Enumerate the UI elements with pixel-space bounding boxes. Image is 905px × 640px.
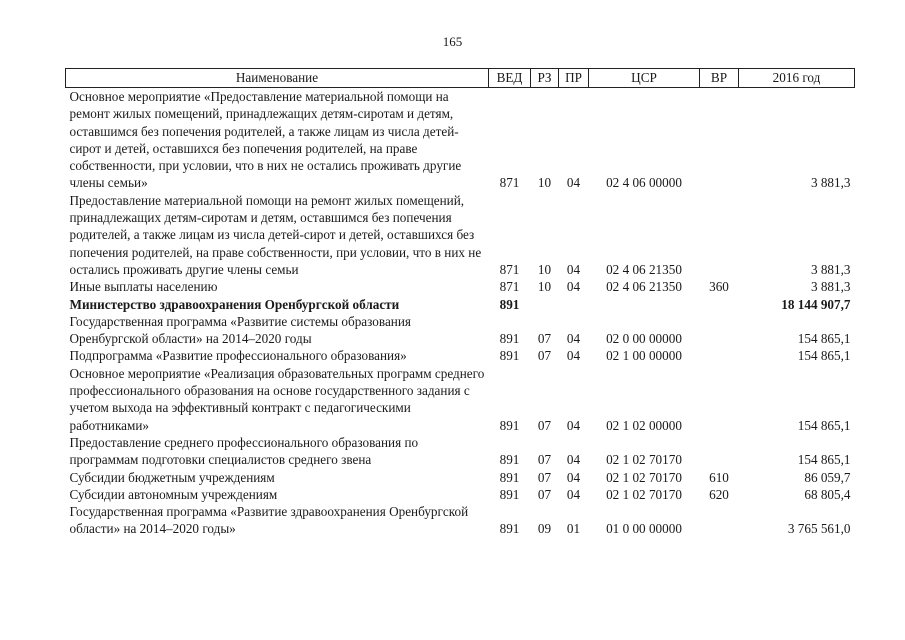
row-csr: 02 1 02 00000 bbox=[606, 417, 682, 433]
row-pr: 04 bbox=[566, 279, 581, 295]
row-vr: 620 bbox=[709, 486, 729, 502]
header-vr: ВР bbox=[700, 69, 739, 88]
row-csr: 02 4 06 21350 bbox=[606, 279, 682, 295]
header-row bbox=[66, 69, 855, 88]
row-csr: 01 0 00 00000 bbox=[606, 521, 682, 537]
row-rz: 07 bbox=[537, 417, 552, 433]
row-name: Основное мероприятие «Предоставление материальной помощи на ремонт жилых помещений, принадлежащих детям-сиротам и детям, оставшимся без попечения родителей, а также лицам из числа детей-сирот и детей, оставшихся без попечения родителей, на праве собственности, при условии, что в них не остались проживать другие члены семьи» bbox=[69, 89, 462, 191]
row-vr bbox=[700, 313, 739, 348]
header-year: 2016 год bbox=[739, 69, 855, 88]
row-vr bbox=[700, 296, 739, 313]
row-rz: 07 bbox=[537, 348, 552, 364]
row-amount: 3 881,3 bbox=[810, 279, 851, 295]
row-amount: 154 865,1 bbox=[797, 452, 851, 468]
row-csr: 02 1 02 70170 bbox=[606, 452, 682, 468]
row-rz: 07 bbox=[537, 452, 552, 468]
row-amount: 18 144 907,7 bbox=[781, 296, 851, 312]
header-ved: ВЕД bbox=[489, 69, 531, 88]
table-row bbox=[66, 486, 855, 503]
row-ved: 891 bbox=[499, 452, 520, 468]
row-name: Предоставление среднего профессионального образования по программам подготовки специалистов среднего звена bbox=[69, 434, 419, 468]
row-name: Подпрограмма «Развитие профессионального образования» bbox=[69, 348, 407, 364]
row-rz: 10 bbox=[537, 279, 552, 295]
row-pr: 04 bbox=[566, 452, 581, 468]
table-row bbox=[66, 192, 855, 278]
row-ved: 891 bbox=[499, 486, 520, 502]
row-name: Государственная программа «Развитие системы образования Оренбургской области» на 2014–2020 годы bbox=[69, 313, 411, 347]
row-pr: 04 bbox=[566, 261, 581, 277]
row-amount: 154 865,1 bbox=[797, 331, 851, 347]
row-rz: 07 bbox=[537, 486, 552, 502]
row-ved: 871 bbox=[499, 279, 520, 295]
table-row bbox=[66, 503, 855, 538]
row-name: Государственная программа «Развитие здравоохранения Оренбургской области» на 2014–2020 годы» bbox=[69, 504, 469, 537]
row-ved: 891 bbox=[499, 348, 520, 364]
row-ved: 891 bbox=[499, 331, 520, 347]
row-pr: 04 bbox=[566, 486, 581, 502]
table-row bbox=[66, 365, 855, 434]
row-rz: 07 bbox=[537, 469, 552, 485]
row-name: Субсидии автономным учреждениям bbox=[69, 486, 278, 502]
table-row bbox=[66, 347, 855, 364]
row-csr: 02 1 00 00000 bbox=[606, 348, 682, 364]
row-csr bbox=[589, 296, 700, 313]
row-pr: 01 bbox=[566, 521, 581, 537]
row-rz: 09 bbox=[537, 521, 552, 537]
row-amount: 3 765 561,0 bbox=[787, 521, 851, 537]
row-amount: 3 881,3 bbox=[810, 175, 851, 191]
row-amount: 68 805,4 bbox=[804, 486, 851, 502]
row-vr: 360 bbox=[709, 279, 729, 295]
row-amount: 154 865,1 bbox=[797, 348, 851, 364]
row-pr: 04 bbox=[566, 417, 581, 433]
row-rz: 10 bbox=[537, 175, 552, 191]
row-ved: 871 bbox=[499, 261, 520, 277]
header-name: Наименование bbox=[66, 69, 489, 88]
row-ved: 891 bbox=[499, 469, 520, 485]
table-row bbox=[66, 434, 855, 469]
row-pr: 04 bbox=[566, 348, 581, 364]
row-vr bbox=[700, 88, 739, 192]
row-vr bbox=[700, 347, 739, 364]
row-rz bbox=[531, 296, 559, 313]
header-pr: ПР bbox=[559, 69, 589, 88]
row-vr: 610 bbox=[709, 469, 729, 485]
row-pr: 04 bbox=[566, 175, 581, 191]
row-amount: 154 865,1 bbox=[797, 417, 851, 433]
table-row bbox=[66, 88, 855, 192]
page-number: 165 bbox=[442, 34, 463, 49]
row-amount: 3 881,3 bbox=[810, 261, 851, 277]
budget-table bbox=[65, 68, 855, 538]
row-name: Субсидии бюджетным учреждениям bbox=[69, 469, 275, 485]
row-csr: 02 1 02 70170 bbox=[606, 469, 682, 485]
row-rz: 10 bbox=[537, 261, 552, 277]
table-row bbox=[66, 469, 855, 486]
row-name: Министерство здравоохранения Оренбургской области bbox=[69, 296, 400, 312]
row-ved: 871 bbox=[499, 175, 520, 191]
row-ved: 891 bbox=[499, 296, 520, 312]
table-row bbox=[66, 313, 855, 348]
row-amount: 86 059,7 bbox=[804, 469, 851, 485]
row-csr: 02 1 02 70170 bbox=[606, 486, 682, 502]
header-csr: ЦСР bbox=[589, 69, 700, 88]
table-body bbox=[66, 88, 855, 538]
row-vr bbox=[700, 192, 739, 278]
table-header bbox=[66, 69, 855, 88]
table-row bbox=[66, 296, 855, 313]
row-name: Основное мероприятие «Реализация образовательных программ среднего профессионального образования на основе государственного задания с учетом выхода на эффективный контракт с педагогическими работниками» bbox=[69, 365, 485, 433]
row-rz: 07 bbox=[537, 331, 552, 347]
row-csr: 02 4 06 00000 bbox=[606, 175, 682, 191]
row-ved: 891 bbox=[499, 521, 520, 537]
row-pr: 04 bbox=[566, 469, 581, 485]
row-pr: 04 bbox=[566, 331, 581, 347]
row-pr bbox=[559, 296, 589, 313]
header-rz: РЗ bbox=[531, 69, 559, 88]
row-csr: 02 4 06 21350 bbox=[606, 261, 682, 277]
row-vr bbox=[700, 434, 739, 469]
row-ved: 891 bbox=[499, 417, 520, 433]
table-row bbox=[66, 278, 855, 295]
row-name: Предоставление материальной помощи на ремонт жилых помещений, принадлежащих детям-сиротам и детям, оставшимся без попечения родителей, а также лицам из числа детей-сирот и детей, оставшихся без попечения родителей, на праве собственности, при условии, что в них не остались проживать другие члены семьи bbox=[69, 192, 482, 277]
row-name: Иные выплаты населению bbox=[69, 279, 218, 295]
row-vr bbox=[700, 503, 739, 538]
row-csr: 02 0 00 00000 bbox=[606, 331, 682, 347]
row-vr bbox=[700, 365, 739, 434]
